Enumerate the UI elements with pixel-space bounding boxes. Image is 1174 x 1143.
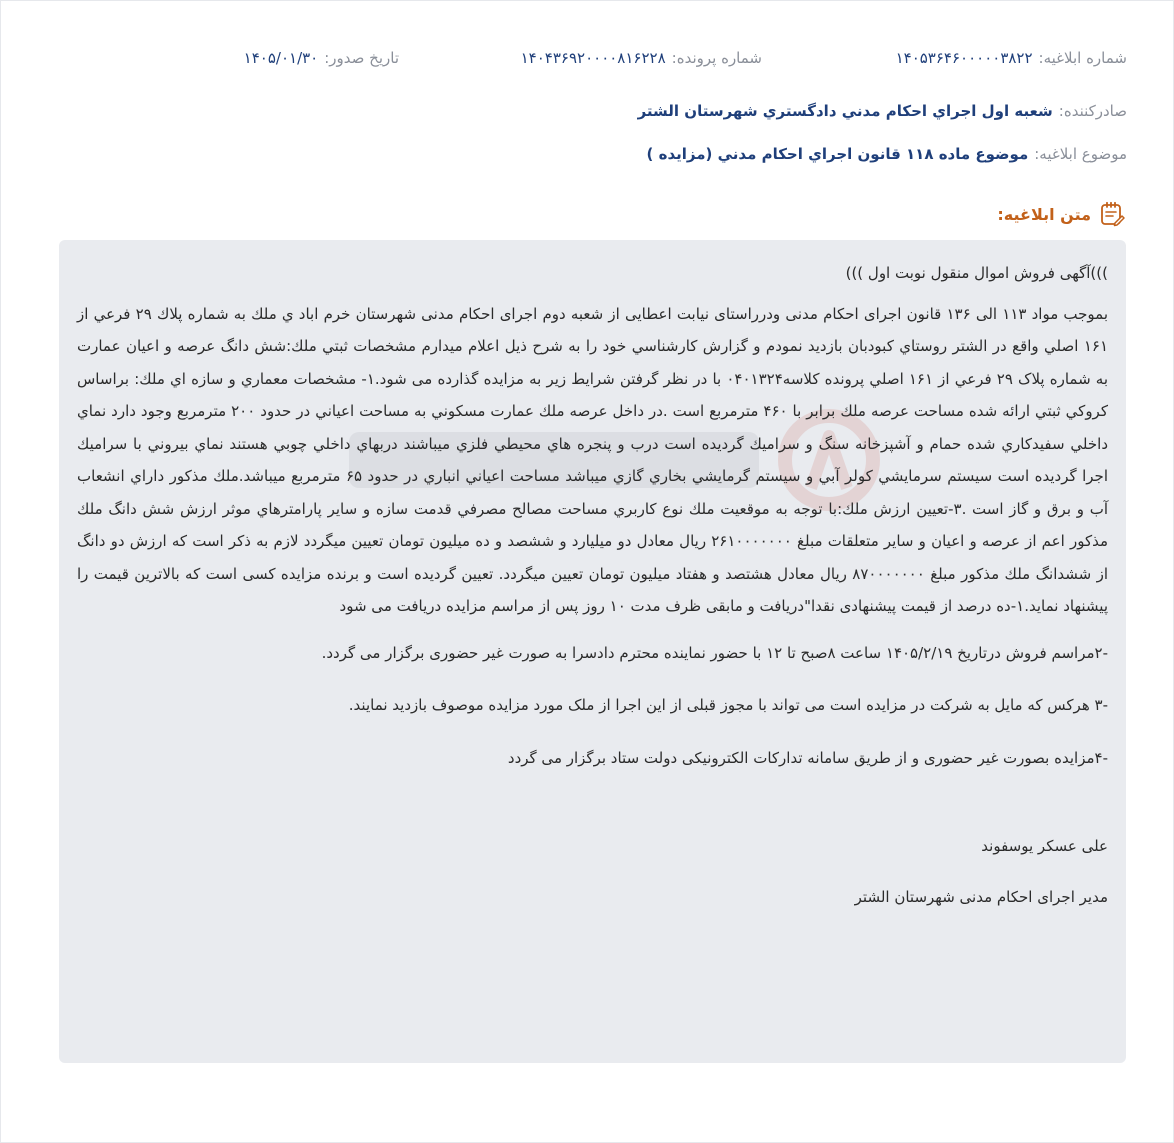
signer-title: مدیر اجرای احکام مدنی شهرستان الشتر [854,887,1108,906]
meta-row-issuer [47,100,1127,122]
notice-body-item-2: -۲مراسم فروش درتاریخ ۱۴۰۵/۲/۱۹ ساعت ۸صبح تا ۱۲ با حضور نماینده محترم دادسرا به صورت غیر حضوری برگزار می گردد. [321,643,1108,662]
issuer-label: صادرکننده: [1058,102,1127,120]
notice-text-title: متن ابلاغیه: [997,204,1091,224]
notice-text-heading [997,201,1125,227]
notice-body-text [77,257,1108,913]
case-number-label: شماره پرونده: [671,49,762,67]
notice-body-main-paragraph: بموجب مواد ۱۱۳ الی ۱۳۶ قانون اجرای احکام مدنی ودرراستای نیابت اعطایی از شعبه دوم اجرای احکام مدنی شهرستان خرم اباد ي ملك به شماره پلاك ۲۹ فرعي از ۱۶۱ اصلي واقع در الشتر روستاي كبودبان بازديد نمودم و گزارش كارشناسي خود را به شرح ذيل اعلام ميدارم مشخصات ثبتي ملك:شش دانگ عرصه و اعيان عمارت به شماره پلاک ۲۹ فرعي از ۱۶۱ اصلي پرونده کلاسه۰۴۰۱۳۲۴ با در نظر گرفتن شرایط زیر به مزایده گذارده می شود.۱- مشخصات معماري و سازه اي ملك: براساس كروكي ثبتي ارائه شده مساحت عرصه ملك برابر با ۴۶۰ مترمربع است .در داخل عرصه ملك عمارت مسكوني به مساحت اعياني در حدود ۲۰۰ مترمربع وجود دارد نماي داخلي سفيدكاري شده حمام و آشپزخانه سنگ و سراميك گرديده است درب و پنجره هاي محيطي فلزي ميباشند دربهاي داخلي چوبي هستند نماي بيروني با سراميك اجرا گرديده است سيستم سرمايشي كولر آبي و سيستم گرمايشي بخاري گازي ميباشد مساحت اعياني انباري در حدود ۶۵ مترمربع ميباشد.ملك مذكور داراي انشعاب آب و برق و گاز است .۳-تعيين ارزش ملك:با توجه به موقعيت ملك نوع كاربري مساحت مصالح مصرفي قدمت سازه و ساير پارامترهاي موثر ارزش شش دانگ ملك مذكور اعم از عرصه و اعيان و ساير متعلقات مبلغ ۲۶۱۰۰۰۰۰۰۰ ريال معادل دو میلیارد و ششصد و ده میلیون تومان تعيين ميگردد لازم به ذكر است كه ارزش دو دانگ از ششدانگ ملك مذكور مبلغ ۸۷۰۰۰۰۰۰۰ ريال معادل هشتصد و هفتاد میلیون تومان تعيين ميگردد. تعیین گردیده است و برنده مزایده کسی است که بالاترین قیمت را پیشنهاد نماید.۱-ده درصد از قیمت پیشنهادی نقدا"دریافت و مابقی ظرف مدت ۱۰ روز پس از مراسم مزایده دریافت می شود [77,304,1109,615]
notice-number-label: شماره ابلاغیه: [1038,49,1127,67]
notice-body-item-3: -۳ هرکس که مایل به شرکت در مزایده است می تواند با مجوز قبلی از این اجرا از ملک مورد مزایده موصوف بازدید نمایند. [348,696,1108,714]
subject-value: موضوع ماده ۱۱۸ قانون اجراي احكام مدني (مزايده ) [646,145,1029,163]
notice-body-item-4: -۴مزایده بصورت غیر حضوری و از طریق سامانه تدارکات الکترونیکی دولت ستاد برگزار می گردد [507,748,1108,767]
notice-body-panel [59,240,1126,1063]
notepad-icon [1099,201,1125,227]
case-number-value: ۱۴۰۴۳۶۹۲۰۰۰۰۸۱۶۲۲۸ [520,49,666,67]
issuer-value: شعبه اول اجراي احكام مدني دادگستري شهرستان الشتر [637,102,1053,120]
meta-row-subject [47,143,1127,165]
notice-body-heading: )))آگهی فروش اموال منقول نوبت اول ))) [845,264,1108,282]
subject [647,143,1127,165]
notice-number-value: ۱۴۰۵۳۶۴۶۰۰۰۰۰۳۸۲۲ [895,49,1033,67]
case-number [521,47,762,69]
issue-date-value: ۱۴۰۵/۰۱/۳۰ [243,49,319,67]
notice-number [896,47,1127,69]
signer-name: علی عسکر یوسفوند [981,837,1108,855]
issue-date-label: تاریخ صدور: [324,49,399,67]
issuer [638,100,1127,122]
issue-date [244,47,399,69]
subject-label: موضوع ابلاغیه: [1034,145,1127,163]
